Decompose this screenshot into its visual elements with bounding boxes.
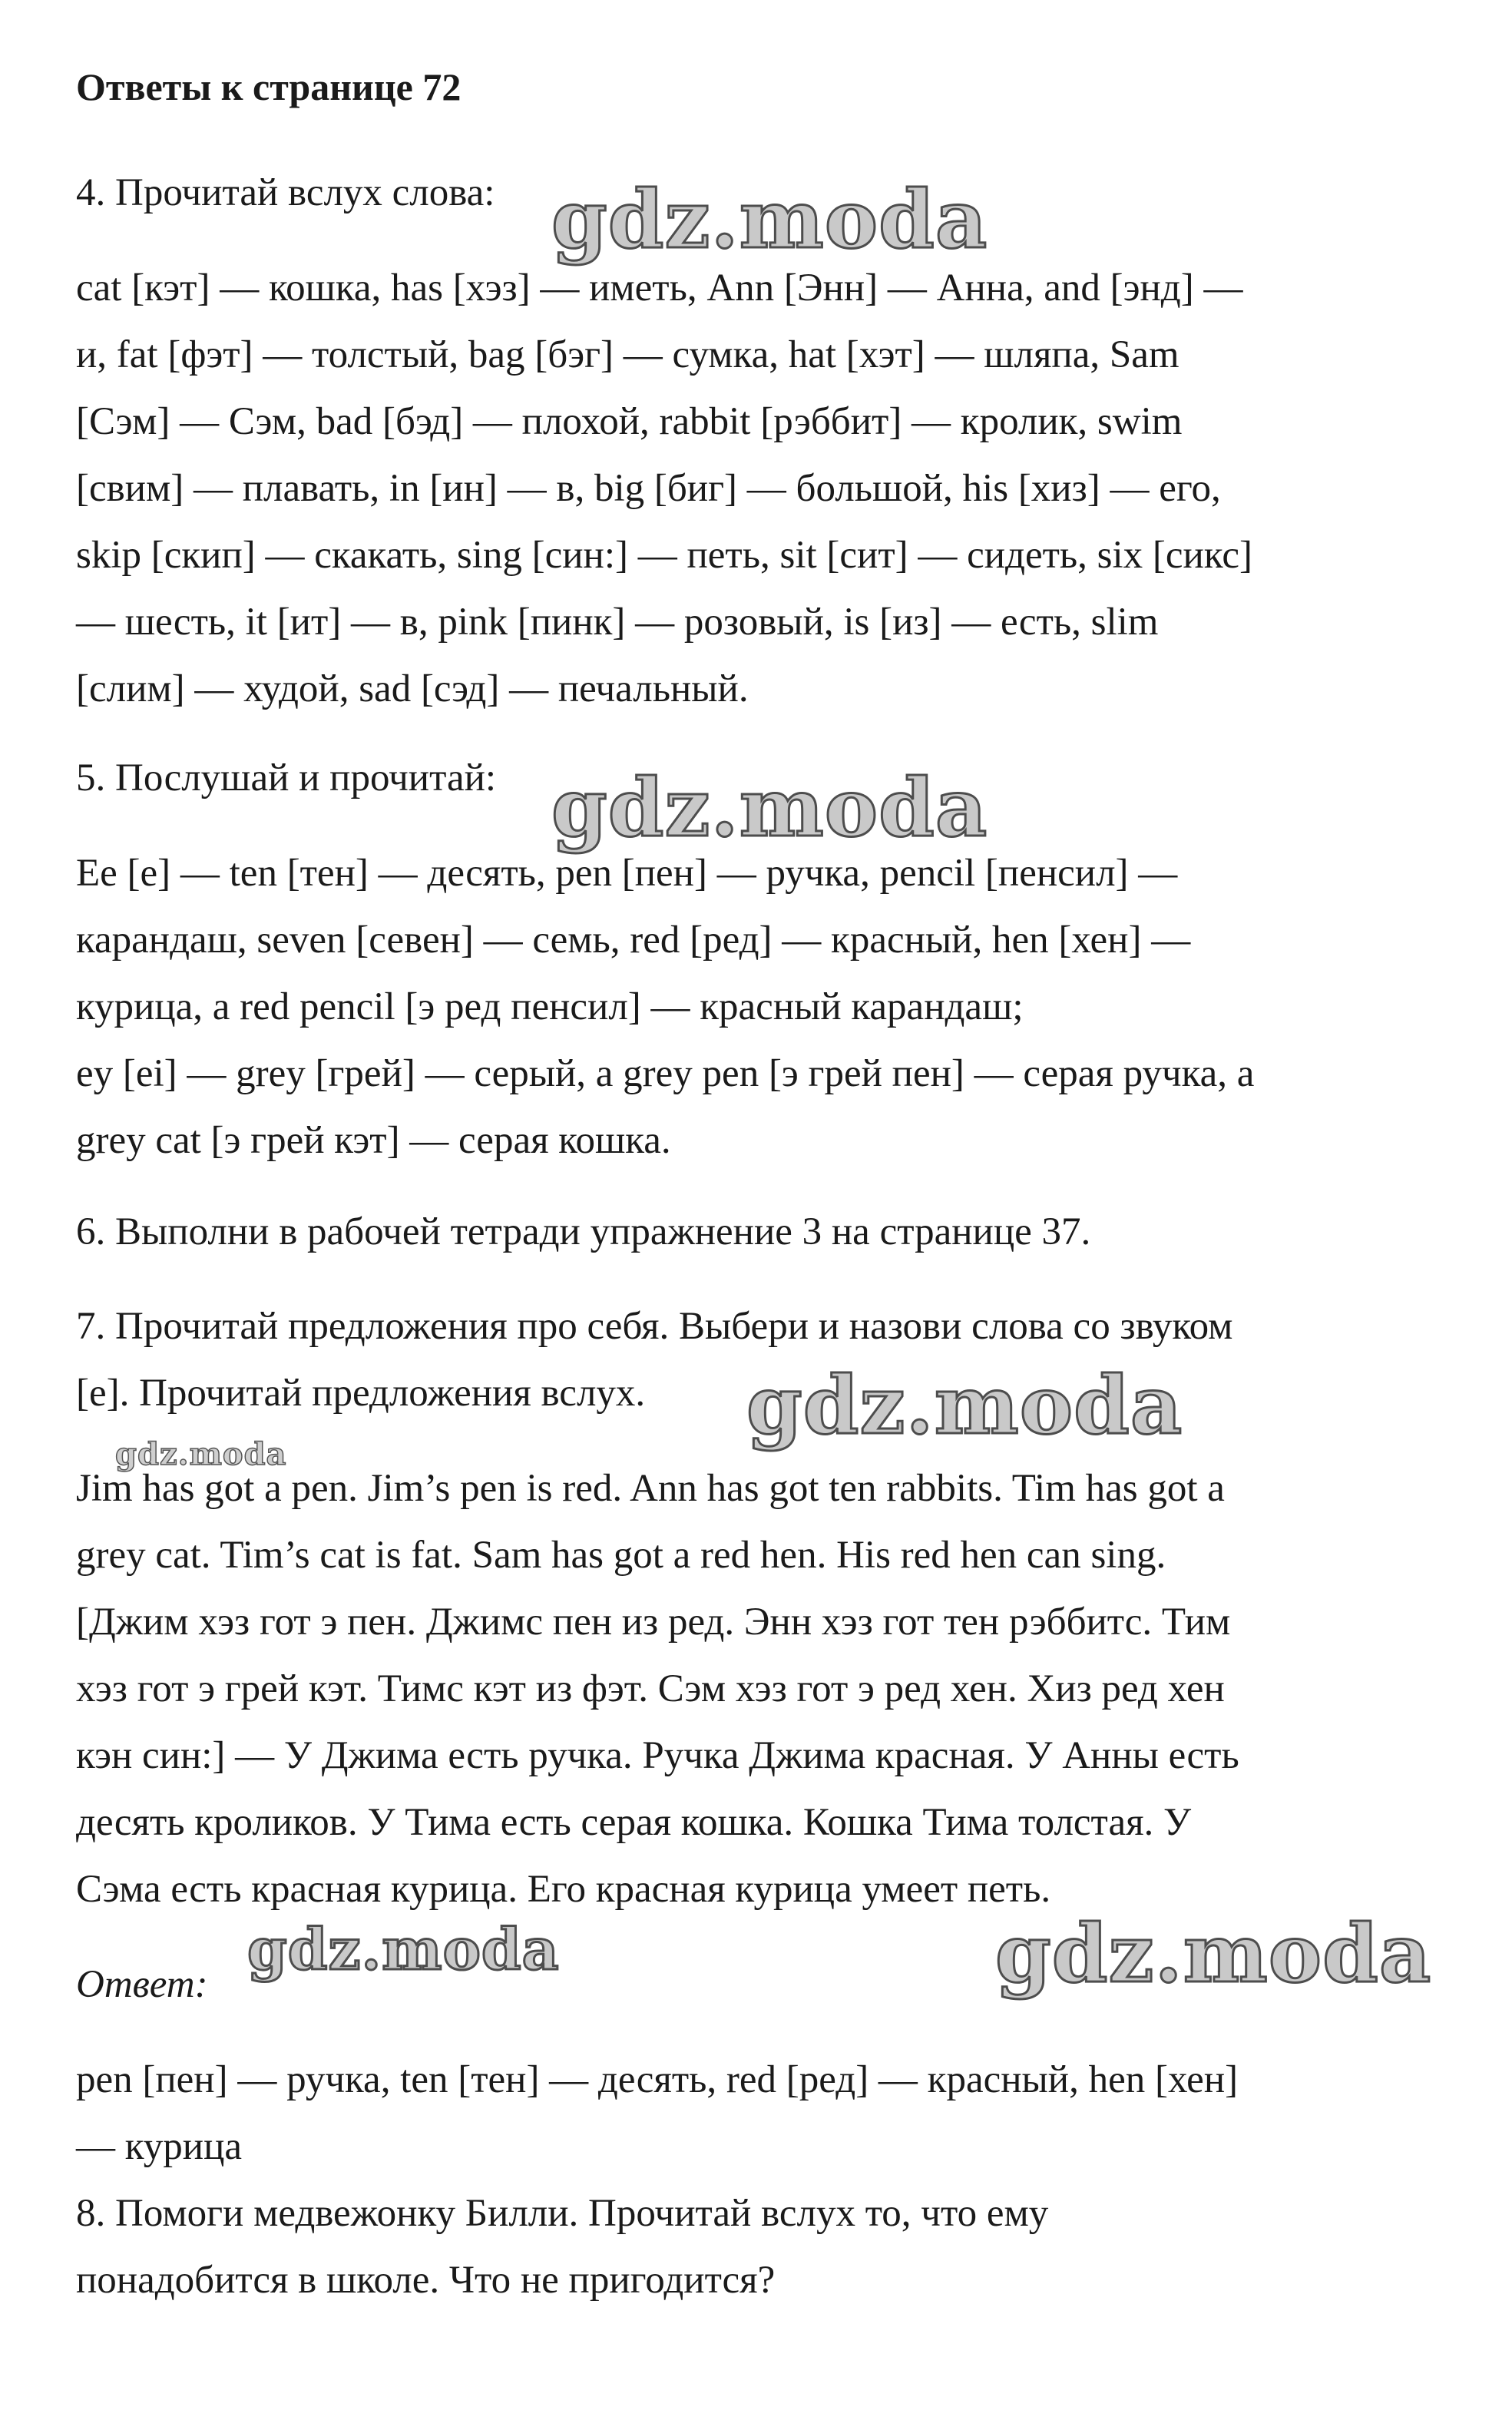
exercise-4-heading: 4. Прочитай вслух слова:: [76, 171, 495, 214]
exercise-7-text-line: Jim has got a pen. Jim’s pen is red. Ann has got ten rabbits. Tim has got a: [76, 1467, 1225, 1510]
exercise-5-text-line: карандаш, seven [севен] — семь, red [ред] — красный, hen [хен] —: [76, 919, 1191, 962]
exercise-5-text-line: grey cat [э грей кэт] — серая кошка.: [76, 1119, 671, 1162]
exercise-4-text-line: и, fat [фэт] — толстый, bag [бэг] — сумка, hat [хэт] — шляпа, Sam: [76, 333, 1179, 376]
watermark: gdz.moda: [551, 172, 988, 266]
exercise-4-text-line: [свим] — плавать, in [ин] — в, big [биг] — большой, his [хиз] — его,: [76, 467, 1221, 510]
watermark: gdz.moda: [551, 760, 988, 855]
answer-text-line: — курица: [76, 2125, 243, 2168]
exercise-7-text-line: [Джим хэз гот э пен. Джимс пен из ред. Энн хэз гот тен рэббитс. Тим: [76, 1601, 1231, 1644]
exercise-5-heading: 5. Послушай и прочитай:: [76, 756, 497, 799]
exercise-4-text-line: [слим] — худой, sad [сэд] — печальный.: [76, 667, 749, 710]
watermark: gdz.moda: [247, 1917, 560, 1983]
exercise-6-heading: 6. Выполни в рабочей тетради упражнение 3 на странице 37.: [76, 1210, 1091, 1253]
exercise-5-text-line: Ee [e] — ten [тен] — десять, pen [пен] — ручка, pencil [пенсил] —: [76, 852, 1178, 895]
exercise-4-text-line: [Сэм] — Сэм, bad [бэд] — плохой, rabbit [рэббит] — кролик, swim: [76, 400, 1183, 443]
page-title: Ответы к странице 72: [76, 65, 462, 108]
watermark: gdz.moda: [995, 1906, 1432, 2001]
answer-text-line: pen [пен] — ручка, ten [тен] — десять, red [ред] — красный, hen [хен]: [76, 2058, 1239, 2101]
exercise-7-text-line: десять кроликов. У Тима есть серая кошка. Кошка Тима толстая. У: [76, 1801, 1192, 1844]
exercise-4-text-line: skip [скип] — скакать, sing [син:] — петь, sit [сит] — сидеть, six [сикс]: [76, 534, 1252, 577]
watermark: gdz.moda: [746, 1358, 1183, 1452]
exercise-4-text-line: cat [кэт] — кошка, has [хэз] — иметь, Ann [Энн] — Анна, and [энд] —: [76, 266, 1243, 310]
exercise-7-text-line: Сэма есть красная курица. Его красная курица умеет петь.: [76, 1868, 1051, 1911]
exercise-7-text-line: grey cat. Tim’s cat is fat. Sam has got a red hen. His red hen can sing.: [76, 1534, 1166, 1577]
exercise-5-text-line: курица, a red pencil [э ред пенсил] — красный карандаш;: [76, 985, 1024, 1028]
answer-label: Ответ:: [76, 1963, 208, 2006]
watermark: gdz.moda: [115, 1436, 287, 1472]
exercise-7-text-line: хэз гот э грей кэт. Тимс кэт из фэт. Сэм хэз гот э ред хен. Хиз ред хен: [76, 1667, 1225, 1710]
exercise-5-text-line: ey [ei] — grey [грей] — серый, a grey pen [э грей пен] — серая ручка, a: [76, 1052, 1255, 1095]
exercise-7-heading: 7. Прочитай предложения про себя. Выбери и назови слова со звуком: [76, 1305, 1233, 1348]
exercise-8-heading: 8. Помоги медвежонку Билли. Прочитай вслух то, что ему: [76, 2192, 1049, 2235]
exercise-7-text-line: кэн син:] — У Джима есть ручка. Ручка Джима красная. У Анны есть: [76, 1734, 1239, 1777]
exercise-7-heading: [e]. Прочитай предложения вслух.: [76, 1372, 646, 1415]
exercise-4-text-line: — шесть, it [ит] — в, pink [пинк] — розовый, is [из] — есть, slim: [76, 601, 1159, 644]
exercise-8-heading: понадобится в школе. Что не пригодится?: [76, 2259, 776, 2302]
